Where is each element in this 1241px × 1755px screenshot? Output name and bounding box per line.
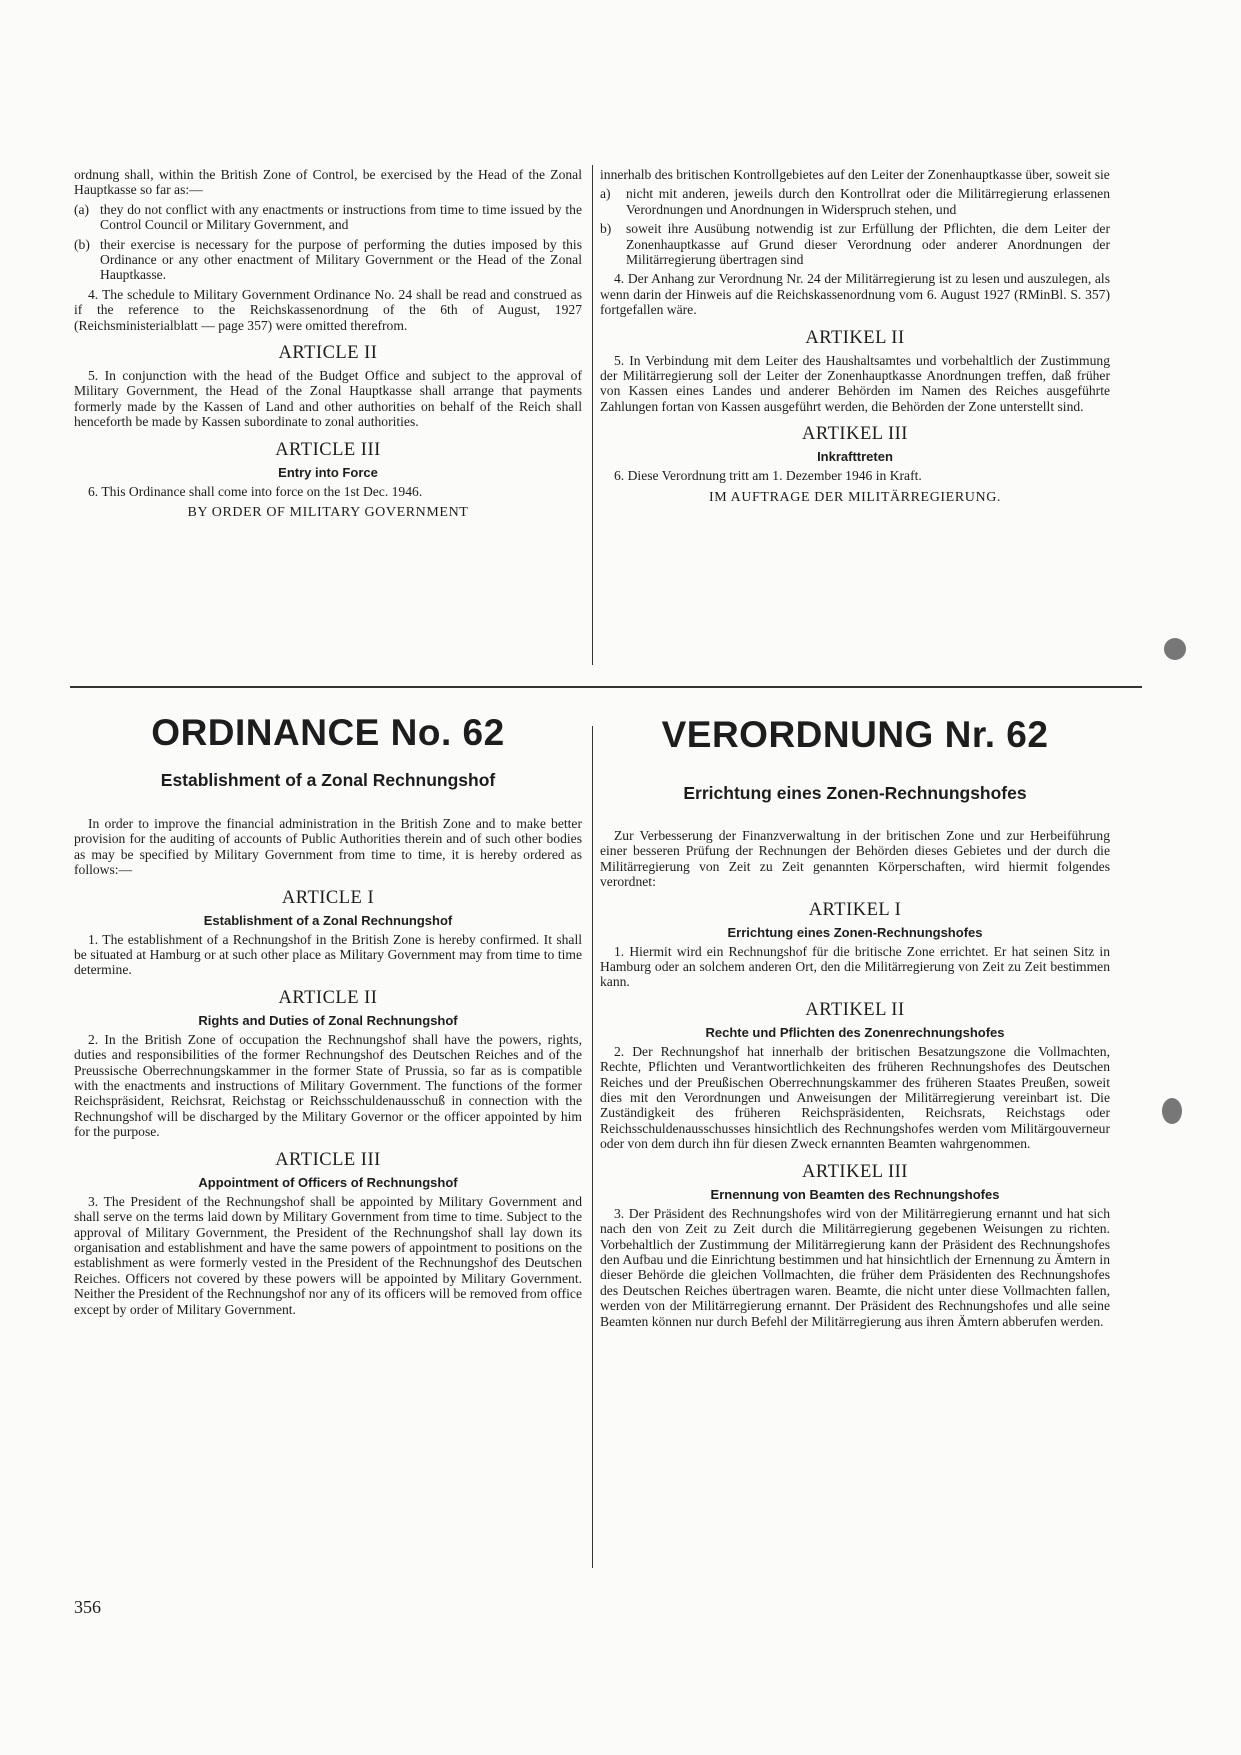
top-de-signature: IM AUFTRAGE DER MILITÄRREGIERUNG. xyxy=(708,489,1001,505)
top-en-para-5: 5. In conjunction with the head of the Budget Office and subject to the approval of Military Government, the Head of the Zonal Hauptkasse shall arrange that payments formerly made by the Kassen of Land and other authorities on behalf of the Reich shall henceforth be made by Kassen subordinate to zonal authorities. xyxy=(74,368,582,430)
top-de-article-2-heading: ARTIKEL II xyxy=(805,327,905,348)
top-en-item-b xyxy=(74,237,582,283)
ordinance-title: ORDINANCE No. 62 xyxy=(151,712,505,753)
top-de-para-6: 6. Diese Verordnung tritt am 1. Dezember 1946 in Kraft. xyxy=(614,468,922,484)
top-de-para-5: 5. In Verbindung mit dem Leiter des Haushaltsamtes und vorbehaltlich der Zustimmung der Militärregierung soll der Leiter der Zonenhauptkasse Anordnungen treffen, daß früher von Kassen eines Landes und anderer Behörden im Namen des Reiches ausgeführte Zahlungen fortan von Kassen ausgeführt werden, die Behörden der Zone unterstellt sind. xyxy=(600,352,1110,414)
item-text: they do not conflict with any enactments or instructions from time to time issued by the Control Council or Military Government, and xyxy=(100,201,582,233)
bottom-de-article-1-heading: ARTIKEL I xyxy=(808,899,902,920)
bottom-en-para-1: 1. The establishment of a Rechnungshof in the British Zone is hereby confirmed. It shall be situated at Hamburg or at such other place as Military Government may from time to time determine. xyxy=(74,931,582,978)
top-column-divider xyxy=(592,165,593,665)
bottom-de-article-3-heading: ARTIKEL III xyxy=(802,1161,908,1182)
top-en-article-2-heading: ARTICLE II xyxy=(278,343,378,364)
top-de-article-3-heading: ARTIKEL III xyxy=(802,424,908,445)
bottom-en-article-3-heading: ARTICLE III xyxy=(275,1149,381,1170)
bottom-de-article-2-heading: ARTIKEL II xyxy=(805,999,905,1020)
bottom-en-para-2: 2. In the British Zone of occupation the Rechnungshof shall have the powers, rights, duties and responsibilities of the former Rechnungshof des Deutschen Reiches and of the Preussische Oberrechnungskammer in the former State of Prussia, so far as is compatible with the enactments and instructions of Military Government. The functions of the former Reichspräsident, Reichsrat, Reichstag or Reichsschuldenausschuß in connection with the Rechnungshof will be discharged by the Military Governor or the officer appointed by him for the purpose. xyxy=(74,1031,582,1140)
bottom-de-para-3: 3. Der Präsident des Rechnungshofes wird von der Militärregierung ernannt und hat sich nach den von Zeit zu Zeit durch die Militärregierung gegebenen Weisungen zu richten. Vorbehaltlich der Zustimmung der Militärregierung kann der Präsident des Rechnungshofes den Aufbau und die Einrichtung bestimmen und hat hinsichtlich der Ernennung zu Ämtern in dieser Behörde die gleichen Vollmachten, die früher dem Präsidenten des Rechnungshofes des Deutschen Reiches übertragen waren. Beamte, die nicht unter diese Vollmachten fallen, werden von der Militärregierung ernannt. Der Präsident des Rechnungshofes und alle seine Beamten können nur durch Befehl der Militärregierung aus ihren Ämtern abberufen werden. xyxy=(600,1205,1110,1329)
top-en-para-6: 6. This Ordinance shall come into force on the 1st Dec. 1946. xyxy=(88,483,423,499)
bottom-en-article-2-subheading: Rights and Duties of Zonal Rechnungshof xyxy=(198,1012,458,1028)
item-text: soweit ihre Ausübung notwendig ist zur Erfüllung der Pflichten, die dem Leiter der Zonenhauptkasse auf Grund dieser Verordnung oder anderer Anordnungen der Militärregierung übertragen sind xyxy=(626,221,1110,268)
bottom-de-para-2: 2. Der Rechnungshof hat innerhalb der britischen Besatzungszone die Vollmachten, Rechte, Pflichten und Verantwortlichkeiten des früheren Rechnungshofes des Deutschen Reiches und der Preußischen Oberrechnungskammer des früheren Staates Preußen, soweit dies mit den Verordnungen und Anweisungen der Militärregierung vereinbart ist. Die Zuständigkeit des früheren Reichspräsidenten, Reichsrats, Reichstags oder Reichsschuldenausschusses hinsichtlich des Rechnungshofes werden vom Militärgouverneur oder von dem durch ihn für diesen Zweck ernannten Beamten wahrgenommen. xyxy=(600,1043,1110,1152)
binder-hole-mark xyxy=(1164,638,1186,660)
bottom-en-article-1-heading: ARTICLE I xyxy=(281,887,375,908)
top-en-signature: BY ORDER OF MILITARY GOVERNMENT xyxy=(187,505,469,521)
bottom-en-article-3-subheading: Appointment of Officers of Rechnungshof xyxy=(198,1174,458,1190)
item-text: their exercise is necessary for the purpose of performing the duties imposed by this Ordinance or any other enactment of Military Government or the Head of the Zonal Hauptkasse. xyxy=(100,236,582,283)
bottom-en-preamble: In order to improve the financial administration in the British Zone and to make better provision for the auditing of accounts of Public Authorities therein and of such other bodies as may be specified by Military Government from time to time, it is hereby ordered as follows:— xyxy=(74,816,582,878)
bottom-de-preamble: Zur Verbesserung der Finanzverwaltung in der britischen Zone und zur Herbeiführung einer besseren Prüfung der Rechnungen der Behörden dieses Gebietes und der durch die Militärregierung von Zeit zu Zeit genannten Körperschaften, wird hiermit folgendes verordnet: xyxy=(600,828,1110,890)
bottom-en-article-2-heading: ARTICLE II xyxy=(278,987,378,1008)
top-en-item-a xyxy=(74,202,582,233)
top-de-item-a xyxy=(600,186,1110,217)
bottom-english-column xyxy=(74,816,582,1321)
bottom-de-article-3-subheading: Ernennung von Beamten des Rechnungshofes xyxy=(710,1186,1000,1202)
top-english-column xyxy=(74,167,582,521)
top-de-article-3-subheading: Inkrafttreten xyxy=(817,449,893,465)
page-number: 356 xyxy=(74,1597,101,1617)
item-label: (b) xyxy=(74,236,90,252)
bottom-column-divider xyxy=(592,726,593,1568)
top-de-item-b xyxy=(600,221,1110,267)
bottom-en-article-1-subheading: Establishment of a Zonal Rechnungshof xyxy=(203,912,453,928)
verordnung-subtitle: Errichtung eines Zonen-Rechnungshofes xyxy=(683,783,1027,803)
item-label: (a) xyxy=(74,201,90,217)
item-label: b) xyxy=(600,221,612,237)
top-de-para-4: 4. Der Anhang zur Verordnung Nr. 24 der Militärregierung ist zu lesen und auszulegen, als wenn darin der Hinweis auf die Reichskassenordnung vom 6. August 1927 (RMinBl. S. 357) fortgefallen wäre. xyxy=(600,271,1110,318)
item-label: a) xyxy=(600,186,611,202)
top-en-intro: ordnung shall, within the British Zone of Control, be exercised by the Head of the Zonal Hauptkasse so far as:— xyxy=(74,167,582,198)
bottom-de-article-2-subheading: Rechte und Pflichten des Zonenrechnungshofes xyxy=(705,1024,1005,1040)
top-de-intro: innerhalb des britischen Kontrollgebietes auf den Leiter der Zonenhauptkasse über, soweit sie xyxy=(600,167,1110,182)
bottom-german-column xyxy=(600,828,1110,1333)
bottom-de-para-1: 1. Hiermit wird ein Rechnungshof für die britische Zone errichtet. Er hat seinen Sitz in Hamburg oder an solchem anderen Ort, den die Militärregierung von Zeit zu Zeit bestimmen kann. xyxy=(600,943,1110,990)
top-en-article-3-subheading: Entry into Force xyxy=(278,464,378,480)
verordnung-title: VERORDNUNG Nr. 62 xyxy=(661,714,1049,755)
section-divider xyxy=(70,686,1142,688)
item-text: nicht mit anderen, jeweils durch den Kontrollrat oder die Militärregierung erlassenen Verordnungen und Anordnungen in Widerspruch stehen, und xyxy=(626,186,1110,217)
bottom-en-para-3: 3. The President of the Rechnungshof shall be appointed by Military Government and shall serve on the terms laid down by Military Government from time to time. Subject to the approval of Military Government, the President of the Rechnungshof shall lay down its organisation and establishment and have the same powers of appointment to positions on the establishment as were formerly vested in the President of the Rechnungshof des Deutschen Reiches. Officers not covered by these powers will be appointed by Military Government. Neither the President of the Rechnungshof nor any of its officers will be removed from office except by order of Military Government. xyxy=(74,1193,582,1317)
bottom-de-article-1-subheading: Errichtung eines Zonen-Rechnungshofes xyxy=(727,924,983,940)
top-en-para-4: 4. The schedule to Military Government Ordinance No. 24 shall be read and construed as if the reference to the Reichskassenordnung of the 6th of August, 1927 (Reichsministerialblatt — page 357) were omitted therefrom. xyxy=(74,286,582,333)
binder-hole-mark xyxy=(1162,1098,1182,1124)
ordinance-subtitle: Establishment of a Zonal Rechnungshof xyxy=(160,770,496,790)
top-en-article-3-heading: ARTICLE III xyxy=(275,439,381,460)
top-german-column xyxy=(600,167,1110,506)
